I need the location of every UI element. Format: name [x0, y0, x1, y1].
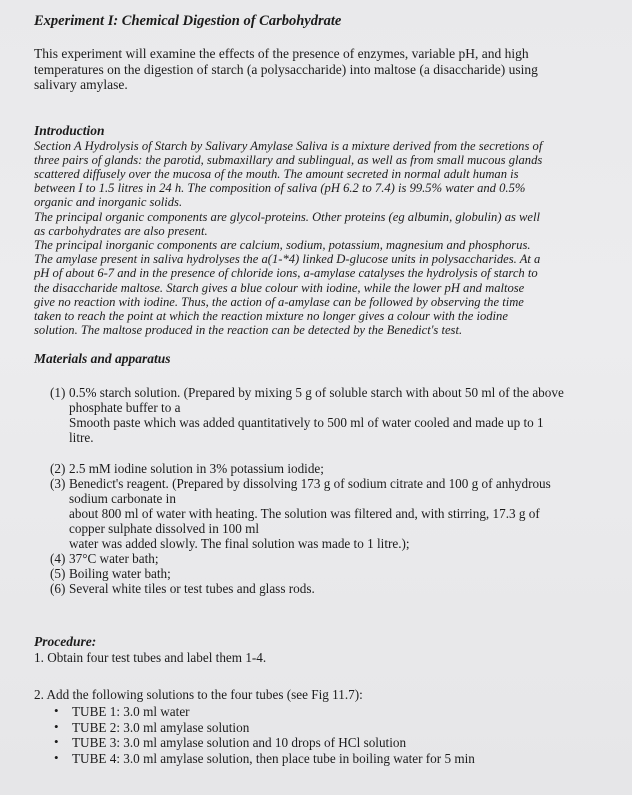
- list-item: [50, 551, 589, 566]
- introduction-heading: Introduction: [34, 122, 105, 138]
- bullet-icon: •: [54, 703, 59, 719]
- item-number: (1): [50, 385, 66, 401]
- introduction-line: pH of about 6-7 and in the presence of chloride ions, a-amylase catalyses the hydrolysis of starch to: [34, 266, 538, 281]
- introduction-line: The principal organic components are glycol-proteins. Other proteins (eg albumin, globulin) as well: [34, 209, 541, 224]
- item-number: (2): [50, 461, 66, 477]
- list-item: [50, 385, 589, 445]
- list-item: [54, 735, 608, 750]
- introduction-line: the disaccharide maltose. Starch gives a blue colour with iodine, while the lower pH and maltose: [34, 280, 525, 295]
- item-number: (6): [50, 581, 66, 597]
- item-number: (4): [50, 551, 66, 567]
- procedure-step-2: 2. Add the following solutions to the four tubes (see Fig 11.7):: [34, 687, 363, 703]
- introduction-line: taken to reach the point at which the reaction mixture no longer gives a colour with the iodine: [34, 308, 508, 323]
- introduction-line: solution. The maltose produced in the reaction can be detected by the Benedict's test.: [34, 323, 463, 338]
- list-item: [54, 751, 608, 766]
- item-line: litre.: [69, 430, 94, 446]
- item-line: Smooth paste which was added quantitatively to 500 ml of water cooled and made up to 1: [69, 415, 544, 431]
- item-line: copper sulphate dissolved in 100 ml: [69, 521, 260, 537]
- experiment-title: Experiment I: Chemical Digestion of Carbohydrate: [34, 13, 342, 29]
- introduction-line: as carbohydrates are also present.: [34, 223, 208, 238]
- list-item: [50, 581, 589, 596]
- procedure-heading: Procedure:: [34, 634, 97, 650]
- item-line: 0.5% starch solution. (Prepared by mixing 5 g of soluble starch with about 50 ml of the above: [69, 385, 564, 401]
- bullet-icon: •: [54, 749, 59, 765]
- item-line: about 800 ml of water with heating. The solution was filtered and, with stirring, 17.3 g of: [69, 506, 540, 522]
- introduction-line: three pairs of glands: the parotid, submaxillary and sublingual, as well as from small mucous glands: [34, 152, 543, 167]
- item-number: (5): [50, 566, 66, 582]
- item-line: Several white tiles or test tubes and glass rods.: [69, 581, 315, 597]
- item-line: Benedict's reagent. (Prepared by dissolving 173 g of sodium citrate and 100 g of anhydrous: [69, 476, 551, 492]
- introduction-line: scattered diffusely over the mucosa of the mouth. The amount secreted in normal adult human is: [34, 166, 519, 181]
- item-line: Boiling water bath;: [69, 566, 171, 582]
- tube-text: TUBE 2: 3.0 ml amylase solution: [72, 719, 250, 735]
- tube-text: TUBE 1: 3.0 ml water: [72, 704, 190, 720]
- introduction-body: [34, 139, 582, 338]
- item-line: sodium carbonate in: [69, 491, 176, 507]
- introduction-line: The principal inorganic components are calcium, sodium, potassium, magnesium and phosphorus.: [34, 237, 531, 252]
- tube-text: TUBE 4: 3.0 ml amylase solution, then place tube in boiling water for 5 min: [72, 750, 475, 766]
- list-item: [50, 566, 589, 581]
- list-item: [54, 704, 608, 719]
- bullet-icon: •: [54, 718, 59, 734]
- materials-heading: Materials and apparatus: [34, 351, 171, 367]
- introduction-line: give no reaction with iodine. Thus, the action of a-amylase can be followed by observing the time: [34, 294, 524, 309]
- introduction-line: between I to 1.5 litres in 24 h. The composition of saliva (pH 6.2 to 7.4) is 99.5% water and 0.5%: [34, 181, 526, 196]
- overview-paragraph: This experiment will examine the effects of the presence of enzymes, variable pH, and high temperatures on the digestion of starch (a polysaccharide) into maltose (a disaccharide) using salivary amylase.: [34, 46, 538, 92]
- item-number: (3): [50, 476, 66, 492]
- list-item: [54, 720, 608, 735]
- bullet-icon: •: [54, 734, 59, 750]
- tube-text: TUBE 3: 3.0 ml amylase solution and 10 drops of HCl solution: [72, 735, 407, 751]
- item-line: 37°C water bath;: [69, 551, 159, 567]
- item-line: water was added slowly. The final solution was made to 1 litre.);: [69, 536, 410, 552]
- item-line: 2.5 mM iodine solution in 3% potassium iodide;: [69, 461, 324, 477]
- materials-list: [34, 385, 608, 596]
- tube-list: [34, 704, 608, 766]
- item-line: phosphate buffer to a: [69, 400, 181, 416]
- list-item: [50, 476, 589, 551]
- introduction-line: Section A Hydrolysis of Starch by Salivary Amylase Saliva is a mixture derived from the secretions of: [34, 138, 543, 153]
- introduction-line: The amylase present in saliva hydrolyses the a(1-*4) linked D-glucose units in polysaccharides. At a: [34, 252, 541, 267]
- list-item: [50, 461, 589, 476]
- introduction-line: organic and inorganic solids.: [34, 195, 183, 210]
- procedure-step-1: 1. Obtain four test tubes and label them 1-4.: [34, 650, 267, 666]
